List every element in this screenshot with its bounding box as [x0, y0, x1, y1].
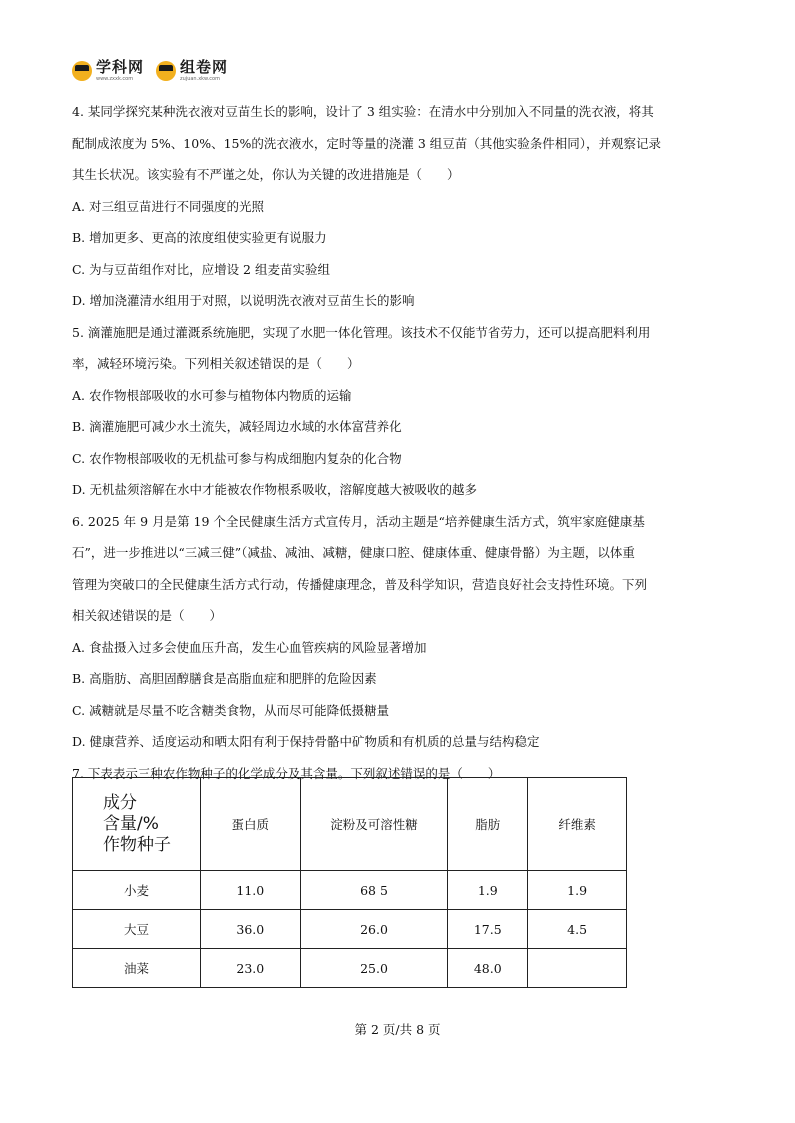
- row-label: 小麦: [73, 871, 201, 910]
- q4-option-d: D. 增加浇灌清水组用于对照，以说明洗衣液对豆苗生长的影响: [72, 293, 415, 308]
- table-cell: 48.0: [448, 949, 528, 988]
- xueke-logo: [72, 60, 144, 82]
- table-cell: 25.0: [300, 949, 448, 988]
- q7-stem: 7. 下表表示三种农作物种子的化学成分及其含量。下列叙述错误的是（ ）: [72, 765, 501, 781]
- column-header: 淀粉及可溶性糖: [300, 778, 448, 871]
- table-cell: 1.9: [448, 871, 528, 910]
- row-label: 油菜: [73, 949, 201, 988]
- column-header: 蛋白质: [200, 778, 300, 871]
- q4-stem-line: 4. 某同学探究某种洗衣液对豆苗生长的影响，设计了 3 组实验：在清水中分别加入不同量的洗衣液，将其: [72, 104, 654, 119]
- question-content: [72, 96, 727, 789]
- logo2-sub: zujuan.xkw.com: [180, 76, 220, 82]
- q5-option-a: A. 农作物根部吸收的水可参与植物体内物质的运输: [72, 387, 352, 403]
- table-cell: 17.5: [448, 910, 528, 949]
- q6-option-a: A. 食盐摄入过多会使血压升高，发生心血管疾病的风险显著增加: [72, 639, 427, 655]
- page-footer: 第 2 页/共 8 页: [354, 1022, 441, 1037]
- q4-stem-line: 其生长状况。该实验有不严谨之处，你认为关键的改进措施是（ ）: [72, 167, 460, 182]
- q5-option-b: B. 滴灌施肥可减少水土流失，减轻周边水域的水体富营养化: [72, 419, 402, 434]
- table-row: [73, 910, 627, 949]
- header-logos: [72, 60, 228, 82]
- q6-stem-line: 相关叙述错误的是（ ）: [72, 608, 223, 623]
- graduation-cap-icon: [72, 61, 92, 81]
- q6-option-b: B. 高脂肪、高胆固醇膳食是高脂血症和肥胖的危险因素: [72, 671, 377, 686]
- q6-stem-line: 6. 2025 年 9 月是第 19 个全民健康生活方式宣传月，活动主题是“培养健康生活方式，筑牢家庭健康基: [72, 513, 645, 529]
- column-header: 脂肪: [448, 778, 528, 871]
- graduation-cap-icon: [156, 61, 176, 81]
- q4-option-a: A. 对三组豆苗进行不同强度的光照: [72, 198, 264, 214]
- q4-stem-line: 配制成浓度为 5%、10%、15%的洗衣液水，定时等量的浇灌 3 组豆苗（其他实验条件相同），并观察记录: [72, 135, 662, 151]
- table-cell: 68 5: [300, 871, 448, 910]
- q5-stem-line: 率，减轻环境污染。下列相关叙述错误的是（ ）: [72, 356, 360, 371]
- q6-option-d: D. 健康营养、适度运动和晒太阳有利于保持骨骼中矿物质和有机质的总量与结构稳定: [72, 734, 540, 749]
- corner-label-seed: 作物种子: [103, 834, 171, 855]
- table-cell: 1.9: [528, 871, 627, 910]
- table-cell: 11.0: [200, 871, 300, 910]
- table-cell: 4.5: [528, 910, 627, 949]
- q5-stem-line: 5. 滴灌施肥是通过灌溉系统施肥，实现了水肥一体化管理。该技术不仅能节省劳力，还可以提高肥料利用: [72, 324, 651, 340]
- logo1-sub: www.zxxk.com: [96, 76, 134, 82]
- q5-option-c: C. 农作物根部吸收的无机盐可参与构成细胞内复杂的化合物: [72, 450, 402, 466]
- q4-option-c: C. 为与豆苗组作对比，应增设 2 组麦苗实验组: [72, 261, 330, 277]
- logo1-text: 学科网: [96, 58, 145, 76]
- table-row: [73, 871, 627, 910]
- table-cell: [528, 949, 627, 988]
- corner-label-content: 含量/%: [103, 813, 159, 834]
- table-corner-cell: [73, 778, 201, 871]
- table-cell: 26.0: [300, 910, 448, 949]
- row-label: 大豆: [73, 910, 201, 949]
- table-row: [73, 949, 627, 988]
- logo2-text: 组卷网: [180, 58, 229, 76]
- table-cell: 36.0: [200, 910, 300, 949]
- seed-composition-table: [72, 777, 627, 988]
- zujuan-logo: [156, 60, 228, 82]
- q6-stem-line: 管理为突破口的全民健康生活方式行动，传播健康理念，普及科学知识，营造良好社会支持性环境。下列: [72, 576, 648, 592]
- q5-option-d: D. 无机盐须溶解在水中才能被农作物根系吸收，溶解度越大被吸收的越多: [72, 482, 478, 497]
- table-header-row: [73, 778, 627, 871]
- column-header: 纤维素: [528, 778, 627, 871]
- q6-option-c: C. 减糖就是尽量不吃含糖类食物，从而尽可能降低摄糖量: [72, 702, 390, 718]
- corner-label-component: 成分: [103, 792, 137, 813]
- table-cell: 23.0: [200, 949, 300, 988]
- q4-option-b: B. 增加更多、更高的浓度组使实验更有说服力: [72, 230, 327, 245]
- q6-stem-line: 石”，进一步推进以“三减三健”（减盐、减油、减糖，健康口腔、健康体重、健康骨骼）为主题，以体重: [72, 545, 635, 560]
